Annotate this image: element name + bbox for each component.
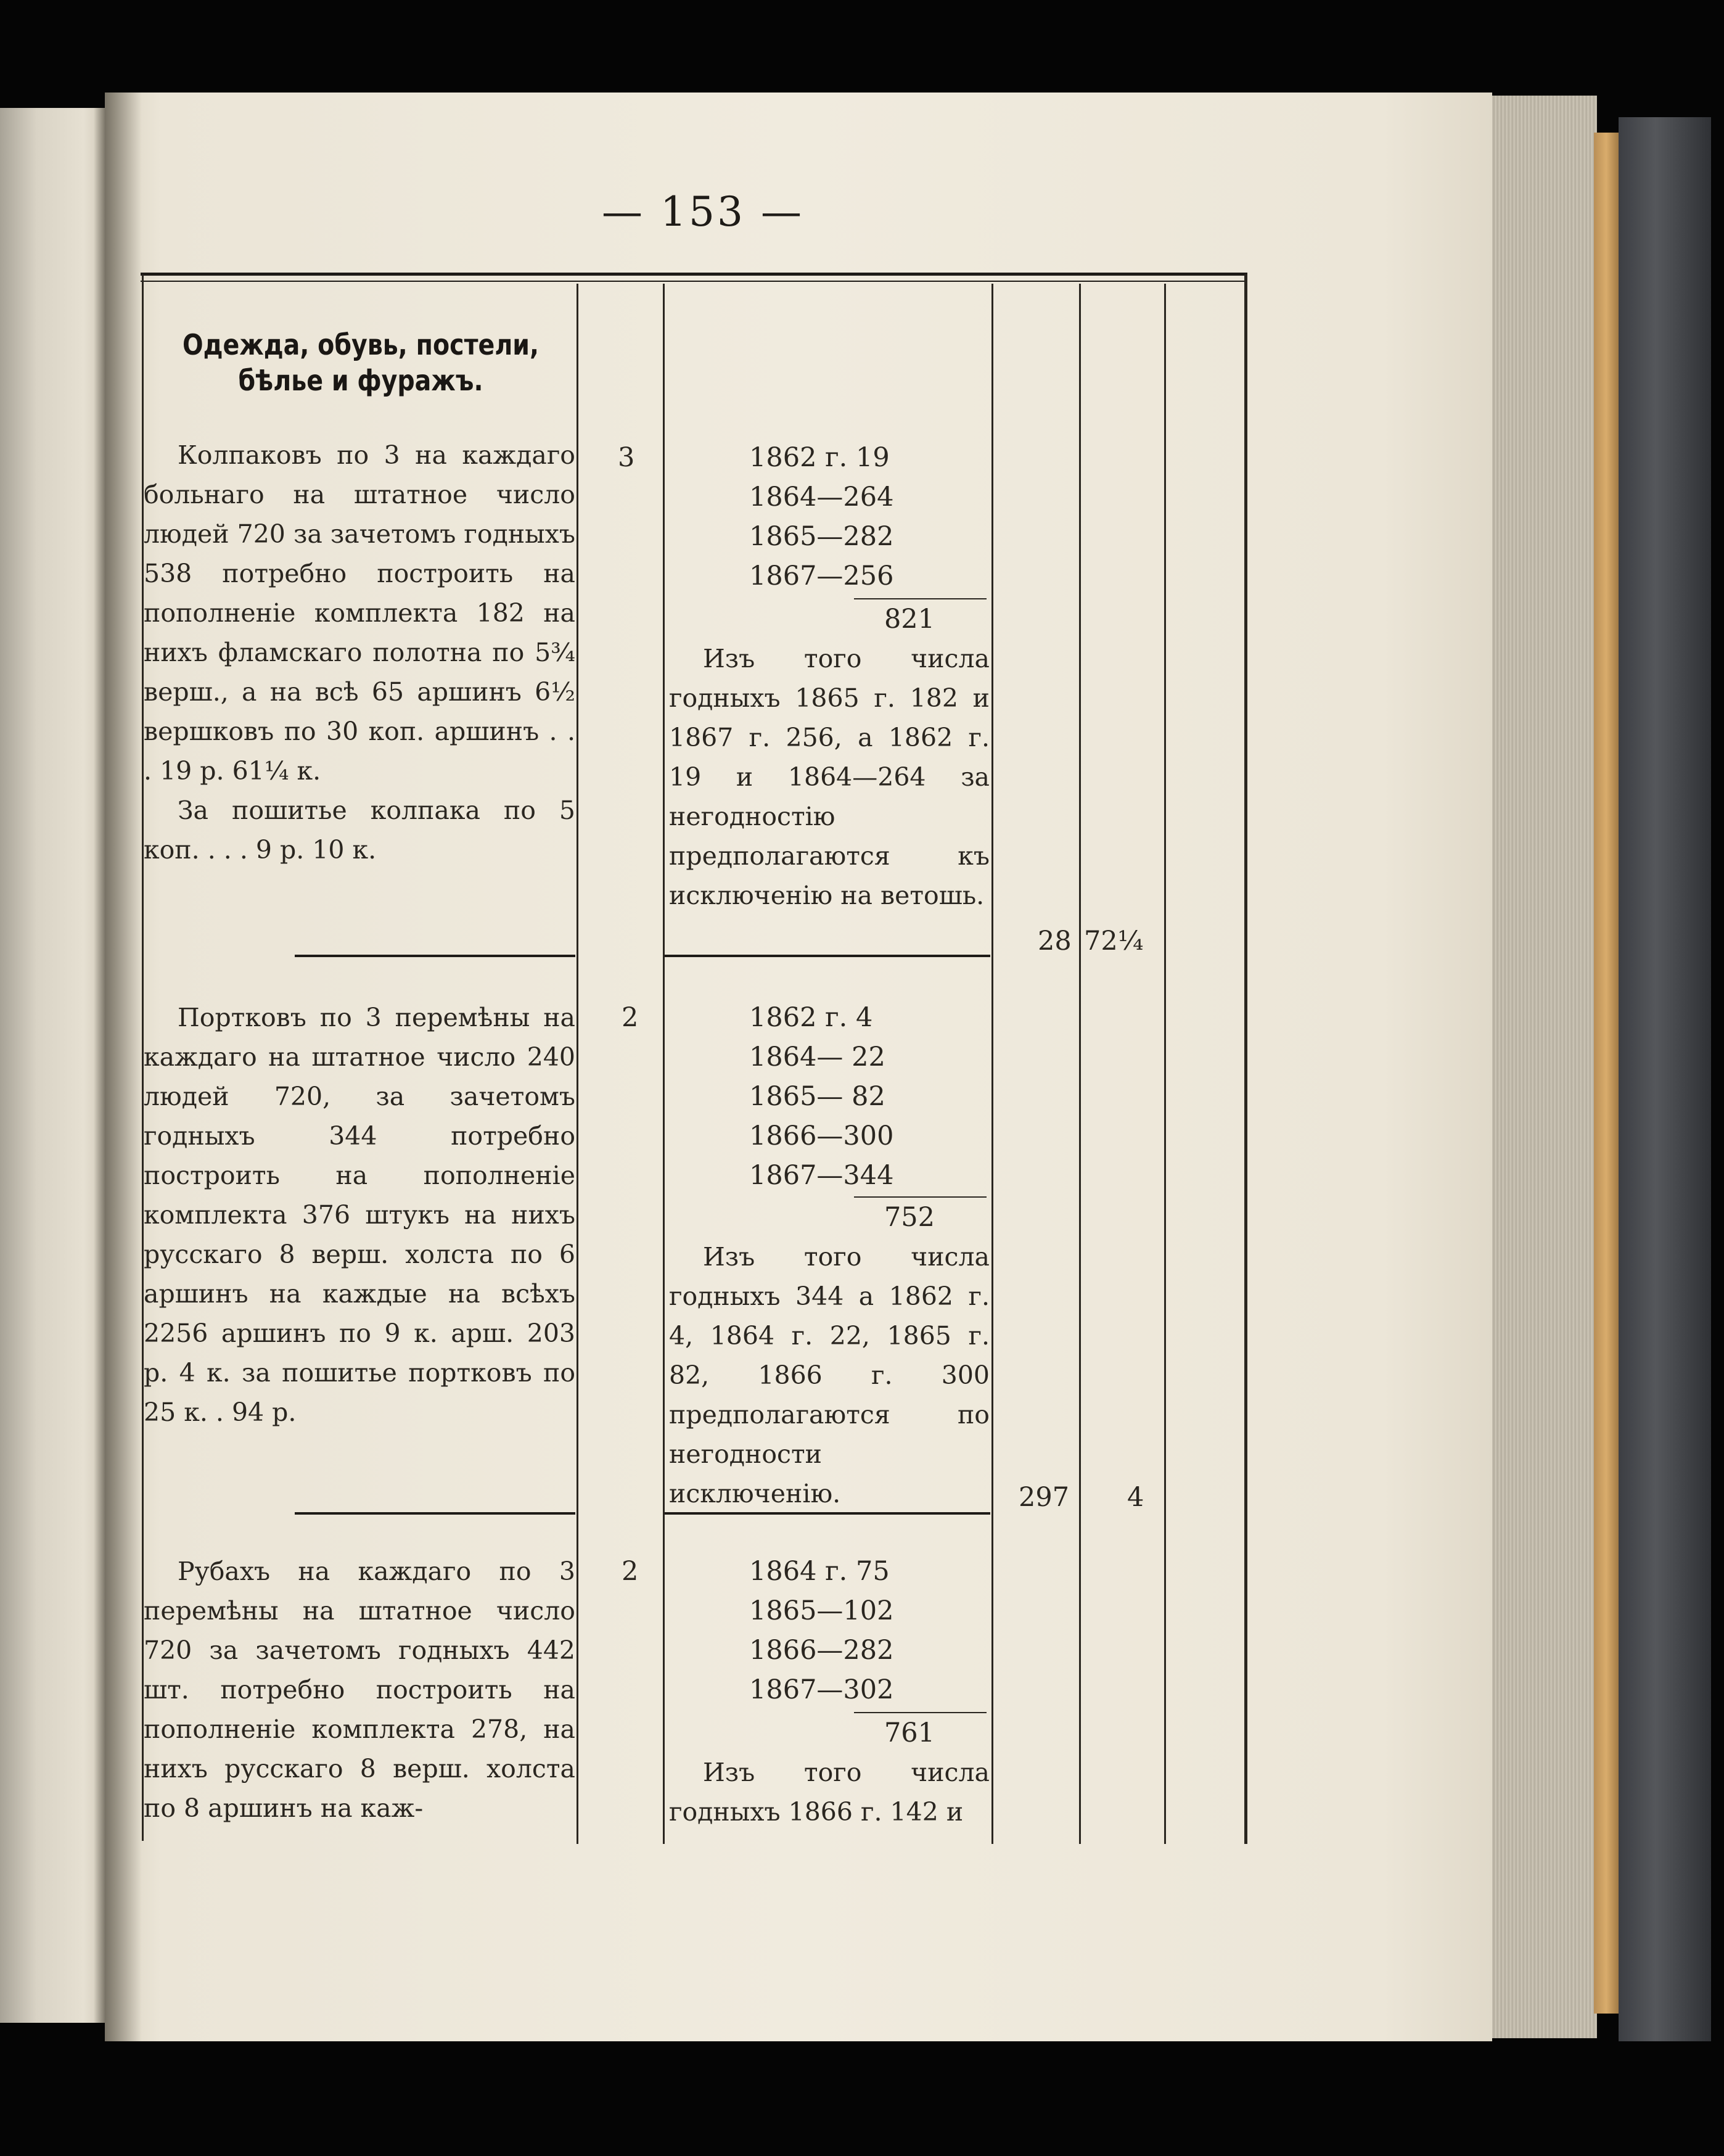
entry-2-term: 2 [622, 1002, 639, 1033]
entry-2-separator-mid [665, 1512, 990, 1515]
entry-2-separator [295, 1512, 575, 1515]
entry-1-term: 3 [618, 442, 635, 473]
entry-1-sum-kop: 72¼ [1084, 926, 1144, 957]
entry-2-sum-rub: 297 [1019, 1482, 1070, 1513]
entry-1-description: Колпаковъ по 3 на каждаго больнаго на штатное число людей 720 за зачетомъ годныхъ 538 потребно построить на пополненіе комплекта 182 на нихъ фламскаго полотна по 5¾ верш., а на всѣ 65 аршинъ 6½ вершковъ по 30 коп. аршинъ . . . 19 р. 61¼ к. За пошитье колпака по 5 коп. . . . 9 р. 10 к. [144, 440, 575, 865]
book-cover [1619, 117, 1711, 2041]
book-headband [1594, 133, 1619, 2014]
top-rule [141, 273, 1247, 276]
entry-2-description: Портковъ по 3 перемѣны на каждаго на штатное число 240 людей 720, за зачетомъ годныхъ 344 потребно построить на пополненіе комплекта 376 штукъ на нихъ русскаго 8 верш. холста по 6 аршинъ на каждые на всѣхъ 2256 аршинъ по 9 к. арш. 203 р. 4 к. за пошитье портковъ по 25 к. . 94 р. [144, 1003, 575, 1427]
entry-1-separator [295, 955, 575, 957]
section-heading: Одежда, обувь, постели, бѣлье и фуражъ. [182, 328, 540, 397]
entry-1-sum-rub: 28 [1038, 926, 1072, 957]
entry-1-separator-mid [665, 955, 990, 957]
column-line-7 [1244, 274, 1247, 1844]
entry-1-total: 821 [884, 604, 935, 635]
gutter-shadow [105, 93, 142, 2041]
entry-2-total: 752 [884, 1202, 935, 1233]
entry-3-total: 761 [884, 1718, 935, 1748]
entry-3-description: Рубахъ на каждаго по 3 перемѣны на штатное число 720 за зачетомъ годныхъ 442 шт. потребно построить на пополненіе комплекта 278, на нихъ русскаго 8 верш. холста по 8 аршинъ на каж- [144, 1557, 575, 1823]
entry-1-note: Изъ того числа годныхъ 1865 г. 182 и 1867 г. 256, а 1862 г. 19 и 1864—264 за негодностію предполагаются къ исключенію на ветошь. [669, 644, 990, 910]
entry-3-note: Изъ того числа годныхъ 1866 г. 142 и [669, 1758, 990, 1827]
adjacent-page-edge [0, 108, 105, 2023]
page-number: — 153 — [602, 188, 804, 236]
column-line-2 [577, 284, 578, 1844]
top-rule-thin [141, 281, 1247, 282]
column-line-6 [1164, 284, 1166, 1844]
column-line-3 [663, 284, 665, 1844]
entry-2-note: Изъ того числа годныхъ 344 а 1862 г. 4, 1864 г. 22, 1865 г. 82, 1866 г. 300 предполагаются по негодности исключенію. [669, 1242, 990, 1508]
entry-1-years: 1862 г. 19 1864—264 1865—282 1867—256 [749, 442, 894, 591]
entry-2-years: 1862 г. 4 1864— 22 1865— 82 1866—300 1867—344 [749, 1002, 894, 1191]
entry-2-sum-kop: 4 [1127, 1482, 1144, 1513]
book-fore-edge [1492, 96, 1597, 2038]
entry-3-term: 2 [622, 1556, 639, 1587]
column-line-5 [1079, 284, 1081, 1844]
column-line-4 [991, 284, 993, 1844]
entry-3-years: 1864 г. 75 1865—102 1866—282 1867—302 [749, 1556, 894, 1705]
